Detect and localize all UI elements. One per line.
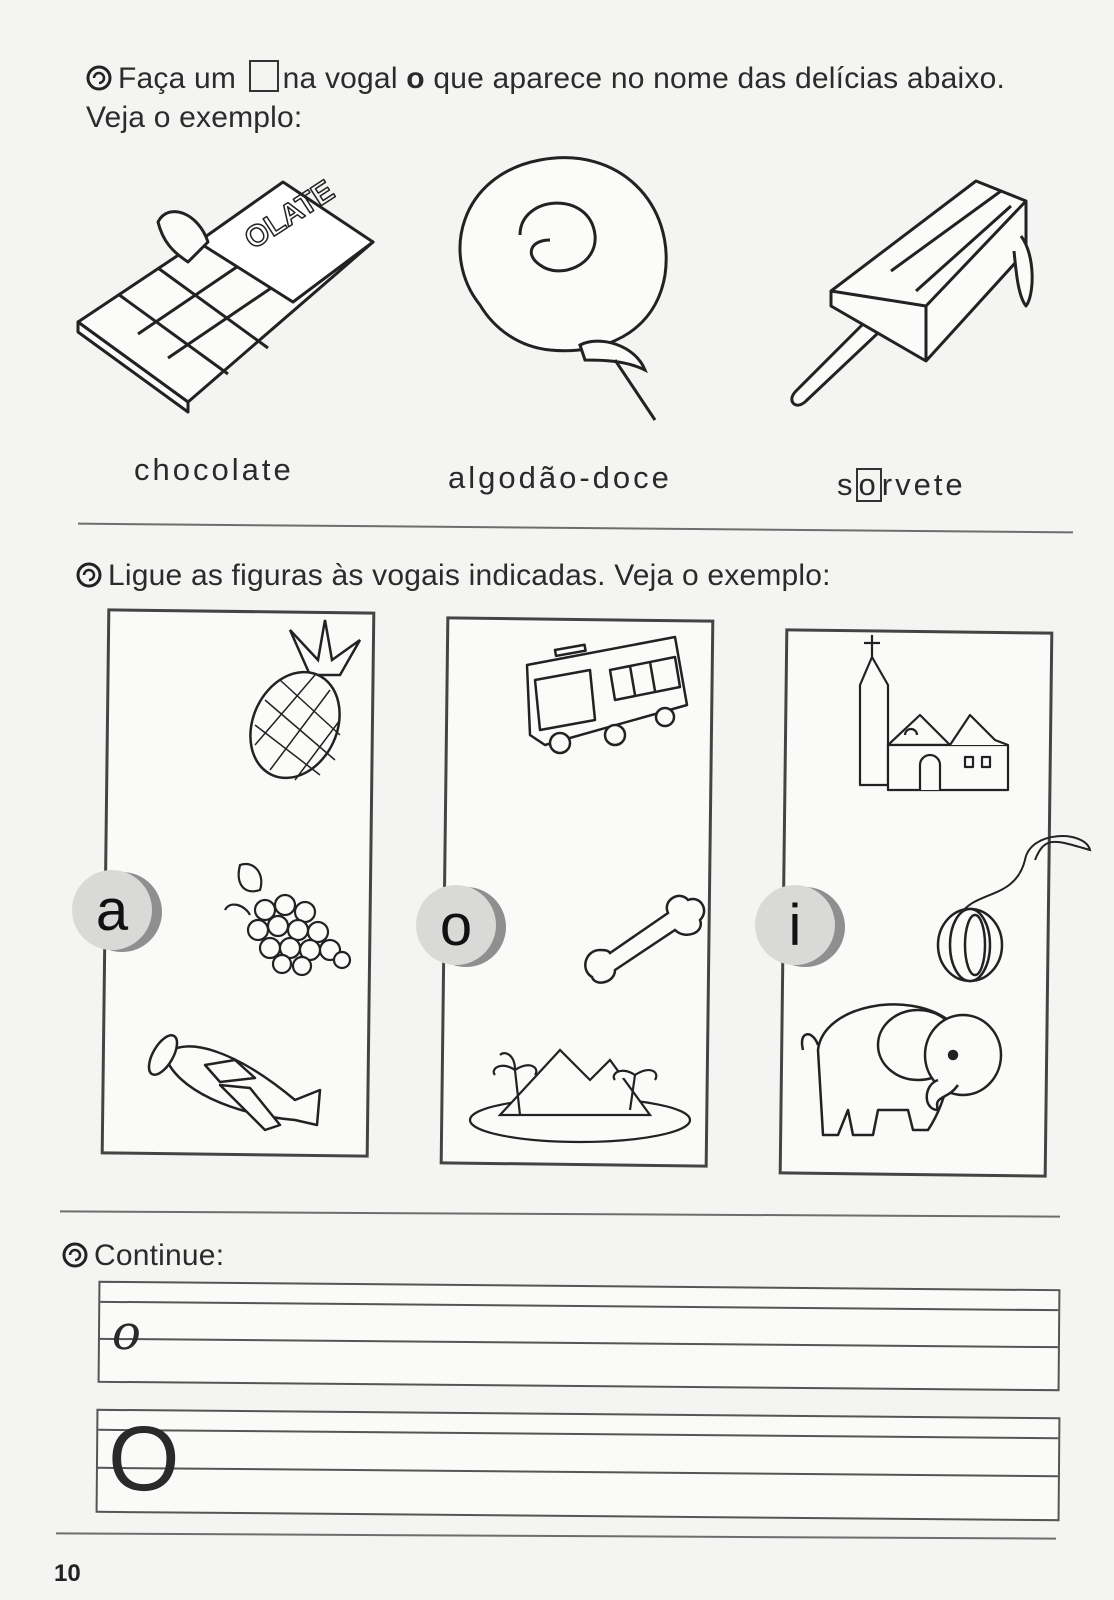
page-number: 10 [54,1560,81,1587]
chocolate-bar-picture [78,174,378,412]
church-picture[interactable] [860,635,1010,805]
yoyo-picture[interactable] [935,820,1095,980]
island-picture[interactable] [460,1030,690,1150]
airplane-picture[interactable] [145,1030,330,1140]
instruction-bold-vowel: o [406,62,425,95]
writing-band-cursive[interactable] [98,1281,1061,1391]
divider-line [60,1210,1060,1217]
exercise1-instruction [86,60,1066,97]
bus-picture[interactable] [515,635,695,755]
word-algodao-doce: algodão-doce [448,460,672,495]
elephant-picture[interactable] [798,990,1028,1150]
writing-band-print[interactable] [96,1409,1061,1521]
divider-line [78,523,1073,534]
boxed-vowel: o [856,468,882,502]
exercise2-instruction: Ligue as figuras às vogais indicadas. Veja o exemplo: [76,558,831,594]
exercise1-instruction-line2: Veja o exemplo: [86,101,303,134]
instruction-text-1: Faça um [118,62,237,95]
popsicle-picture [786,176,1046,426]
empty-box-icon [249,60,279,92]
grapes-picture[interactable] [220,860,360,970]
word-sorvete: sorvete [837,467,966,502]
spiral-bullet-icon [62,1242,88,1268]
svg-text:OLATE: OLATE [238,174,341,256]
cursive-o-example: o [111,1304,142,1362]
divider-line [56,1532,1056,1539]
instruction-text-2: na vogal [282,62,398,95]
spiral-bullet-icon [86,65,112,91]
cotton-candy-picture [450,155,680,425]
word-chocolate: chocolate [134,452,294,487]
pineapple-picture[interactable] [240,620,370,780]
instruction-text-3: que aparece no nome das delícias abaixo. [433,62,1006,95]
exercise3-instruction: Continue: [62,1238,224,1274]
vowel-disc-o[interactable]: o [416,885,500,969]
vowel-disc-i[interactable]: i [755,885,839,969]
bone-picture[interactable] [580,895,710,985]
vowel-disc-a[interactable]: a [72,870,156,954]
spiral-bullet-icon [76,562,102,588]
print-o-example: O [107,1407,181,1511]
